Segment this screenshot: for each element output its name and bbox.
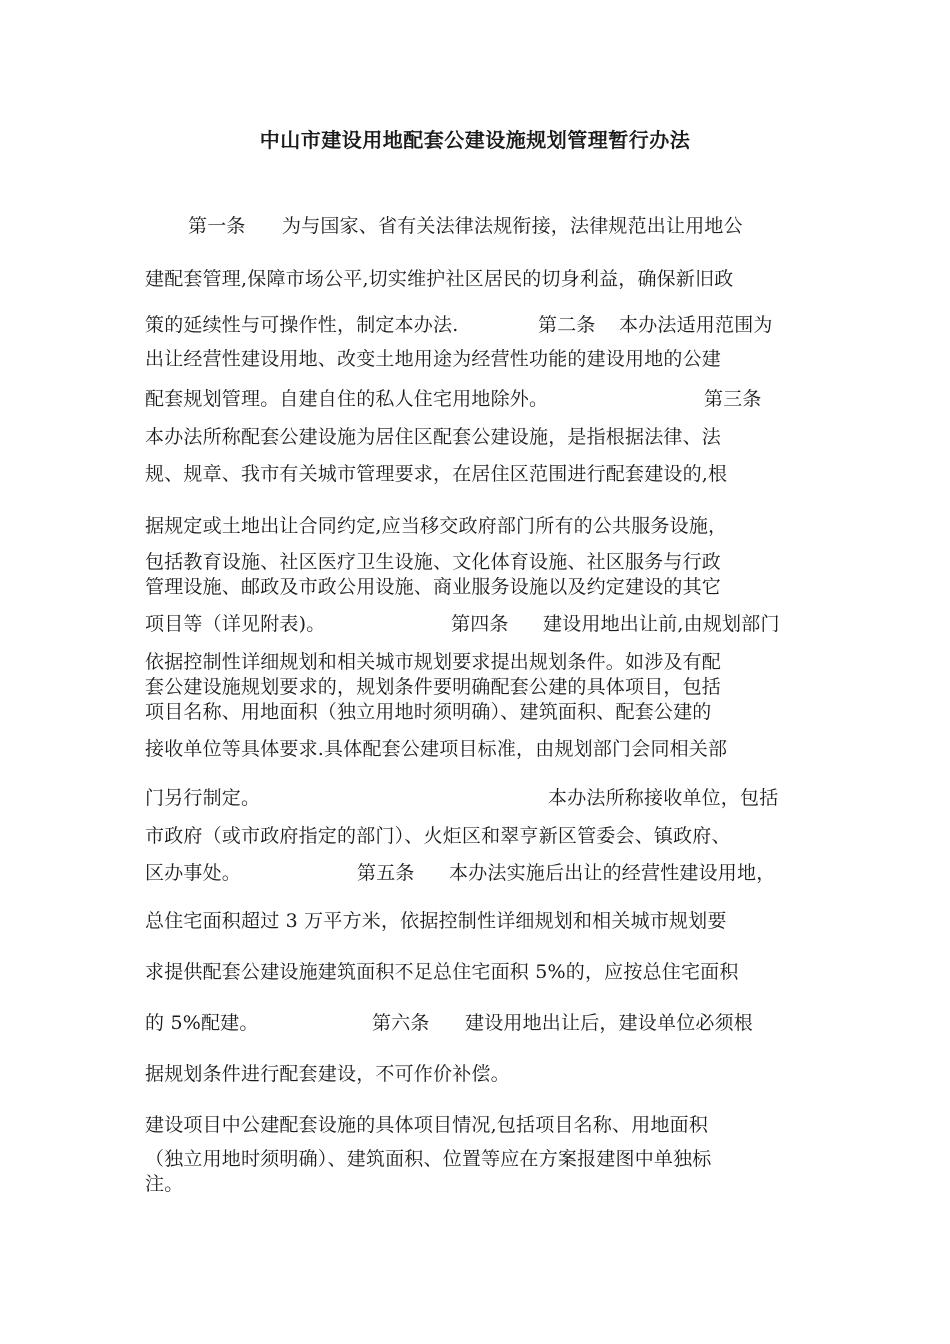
body-line bbox=[145, 573, 810, 601]
body-line bbox=[145, 907, 810, 935]
line-segment: 注。 bbox=[145, 1173, 184, 1195]
line-segment: 为与国家、省有关法律法规衔接，法律规范出让用地公 bbox=[282, 215, 743, 237]
body-line bbox=[145, 460, 810, 488]
line-segment: 总住宅面积超过 3 万平方米，依据控制性详细规划和相关城市规划要 bbox=[145, 910, 727, 932]
line-segment: 第六条 bbox=[372, 1012, 430, 1034]
body-line bbox=[145, 822, 810, 850]
line-segment: 建设项目中公建配套设施的具体项目情况,包括项目名称、用地面积 bbox=[145, 1114, 709, 1136]
line-segment: 第二条 bbox=[538, 314, 596, 336]
line-segment: 门另行制定。 bbox=[145, 787, 261, 809]
body-line bbox=[145, 512, 810, 540]
line-segment: 本办法所称配套公建设施为居住区配套公建设施，是指根据法律、法 bbox=[145, 426, 722, 448]
line-segment: 建配套管理,保障市场公平,切实维护社区居民的切身利益，确保新旧政 bbox=[145, 268, 734, 290]
line-segment: 包括教育设施、社区医疗卫生设施、文化体育设施、社区服务与行政 bbox=[145, 551, 722, 573]
body-line bbox=[145, 212, 810, 240]
body-line bbox=[145, 698, 810, 726]
line-segment: 策的延续性与可操作性，制定本办法. bbox=[145, 314, 459, 336]
body-line bbox=[145, 610, 810, 638]
line-segment: 规、规章、我市有关城市管理要求，在居住区范围进行配套建设的,根 bbox=[145, 463, 728, 485]
line-segment: 求提供配套公建设施建筑面积不足总住宅面积 5%的，应按总住宅面积 bbox=[145, 961, 739, 983]
body-line bbox=[145, 648, 810, 676]
line-segment: 项目等（详见附表)。 bbox=[145, 613, 326, 635]
body-line bbox=[145, 423, 810, 451]
body-line bbox=[145, 1060, 810, 1088]
line-segment: 本办法所称接收单位，包括 bbox=[548, 787, 779, 809]
body-line bbox=[145, 1111, 810, 1139]
line-segment: 第四条 bbox=[451, 613, 509, 635]
line-segment: 据规定或土地出让合同约定,应当移交政府部门所有的公共服务设施， bbox=[145, 515, 728, 537]
line-segment: （独立用地时须明确）、建筑面积、位置等应在方案报建图中单独标 bbox=[145, 1148, 712, 1170]
body-line bbox=[145, 673, 810, 701]
body-line bbox=[145, 548, 810, 576]
line-segment: 的 5%配建。 bbox=[145, 1012, 259, 1034]
body-line bbox=[145, 345, 810, 373]
document-title: 中山市建设用地配套公建设施规划管理暂行办法 bbox=[259, 128, 691, 152]
line-segment: 管理设施、邮政及市政公用设施、商业服务设施以及约定建设的其它 bbox=[145, 576, 722, 598]
body-line bbox=[145, 311, 810, 339]
body-line bbox=[145, 735, 810, 763]
line-segment: 配套规划管理。自建自住的私人住宅用地除外。 bbox=[145, 388, 549, 410]
body-line bbox=[145, 958, 810, 986]
line-segment: 出让经营性建设用地、改变土地用途为经营性功能的建设用地的公建 bbox=[145, 348, 722, 370]
body-line bbox=[145, 1009, 810, 1037]
line-segment: 据规划条件进行配套建设，不可作价补偿。 bbox=[145, 1063, 510, 1085]
line-segment: 第五条 bbox=[357, 862, 415, 884]
body-line bbox=[145, 385, 810, 413]
line-segment: 依据控制性详细规划和相关城市规划要求提出规划条件。如涉及有配 bbox=[145, 651, 722, 673]
line-segment: 建设用地出让前,由规划部门 bbox=[543, 613, 780, 635]
body-line bbox=[145, 784, 810, 812]
body-line bbox=[145, 1170, 810, 1198]
body-line bbox=[145, 1145, 810, 1173]
line-segment: 接收单位等具体要求.具体配套公建项目标准，由规划部门会同相关部 bbox=[145, 738, 728, 760]
line-segment: 项目名称、用地面积（独立用地时须明确）、建筑面积、配套公建的 bbox=[145, 701, 712, 723]
body-line bbox=[145, 859, 810, 887]
body-line bbox=[145, 265, 810, 293]
line-segment: 本办法适用范围为 bbox=[619, 314, 773, 336]
line-segment: 套公建设施规划要求的，规划条件要明确配套公建的具体项目，包括 bbox=[145, 676, 722, 698]
line-segment: 建设用地出让后，建设单位必须根 bbox=[465, 1012, 754, 1034]
line-segment: 市政府（或市政府指定的部门）、火炬区和翠亨新区管委会、镇政府、 bbox=[145, 825, 731, 847]
line-segment: 第一条 bbox=[188, 215, 246, 237]
line-segment: 第三条 bbox=[704, 388, 762, 410]
line-segment: 区办事处。 bbox=[145, 862, 242, 884]
line-segment: 本办法实施后出让的经营性建设用地， bbox=[449, 862, 776, 884]
